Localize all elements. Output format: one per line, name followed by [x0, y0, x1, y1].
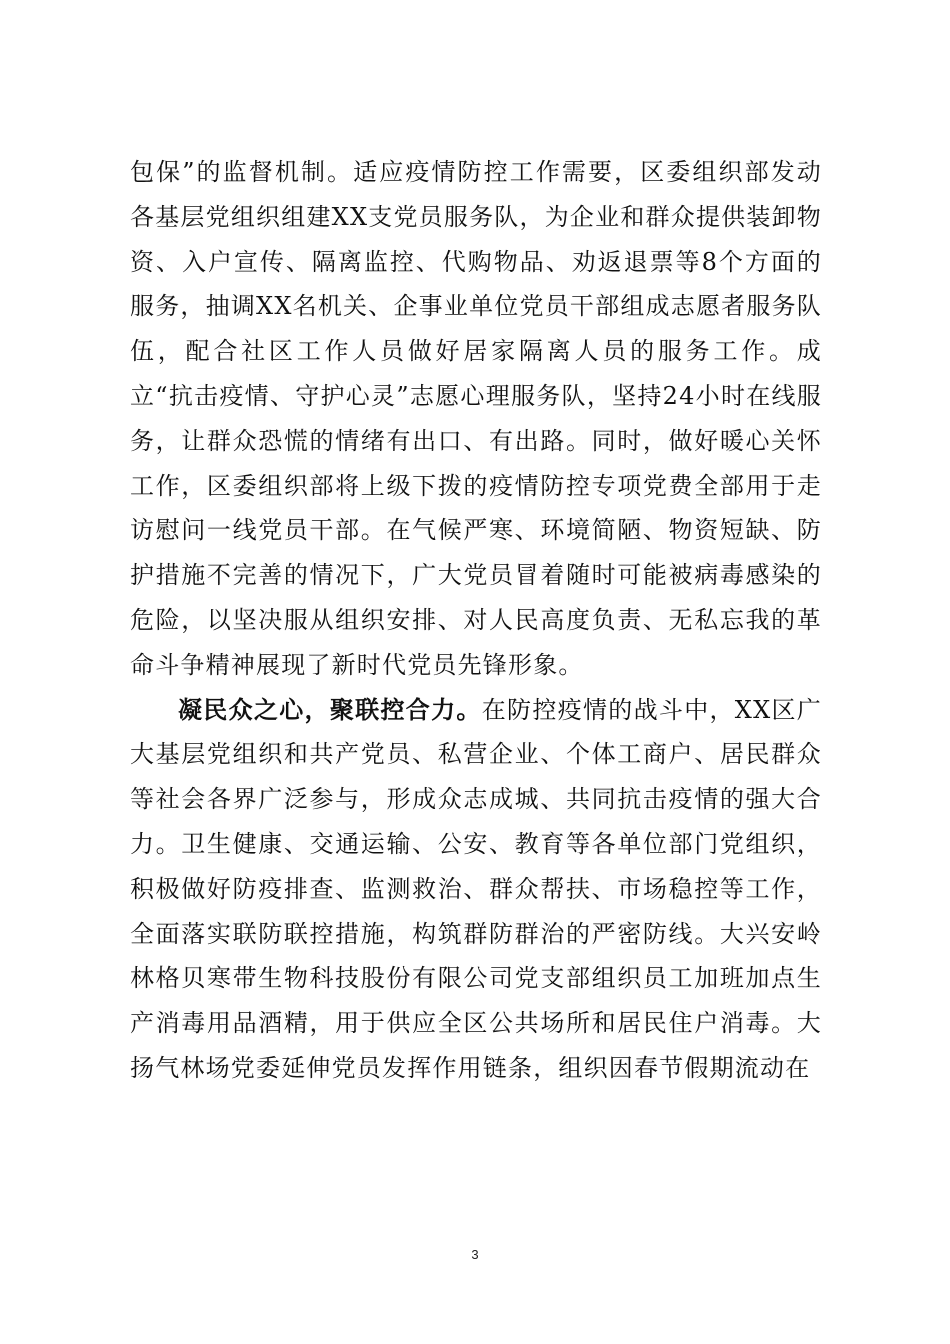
paragraph-2-text: 在防控疫情的战斗中，XX区广大基层党组织和共产党员、私营企业、个体工商户、居民群众等社会各界广泛参与，形成众志成城、共同抗击疫情的强大合力。卫生健康、交通运输、公安、教育等各单位部门党组织，积极做好防疫排查、监测救治、群众帮扶、市场稳控等工作，全面落实联防联控措施，构筑群防群治的严密防线。大兴安岭林格贝寒带生物科技股份有限公司党支部组织员工加班加点生产消毒用品酒精，用于供应全区公共场所和居民住户消毒。大扬气林场党委延伸党员发挥作用链条，组织因春节假期流动在: [130, 695, 822, 1082]
document-body: [130, 150, 822, 1091]
page-number: 3: [471, 1247, 479, 1262]
paragraph-2-heading: 凝民众之心，聚联控合力。: [178, 694, 482, 724]
paragraph-1: [130, 150, 822, 688]
paragraph-1-text: 包保”的监督机制。适应疫情防控工作需要，区委组织部发动各基层党组织组建XX支党员服务队，为企业和群众提供装卸物资、入户宣传、隔离监控、代购物品、劝返退票等8个方面的服务，抽调XX名机关、企事业单位党员干部组成志愿者服务队伍，配合社区工作人员做好居家隔离人员的服务工作。成立“抗击疫情、守护心灵”志愿心理服务队，坚持24小时在线服务，让群众恐慌的情绪有出口、有出路。同时，做好暖心关怀工作，区委组织部将上级下拨的疫情防控专项党费全部用于走访慰问一线党员干部。在气候严寒、环境简陋、物资短缺、防护措施不完善的情况下，广大党员冒着随时可能被病毒感染的危险，以坚决服从组织安排、对人民高度负责、无私忘我的革命斗争精神展现了新时代党员先锋形象。: [130, 158, 822, 679]
paragraph-2: [130, 688, 822, 1091]
